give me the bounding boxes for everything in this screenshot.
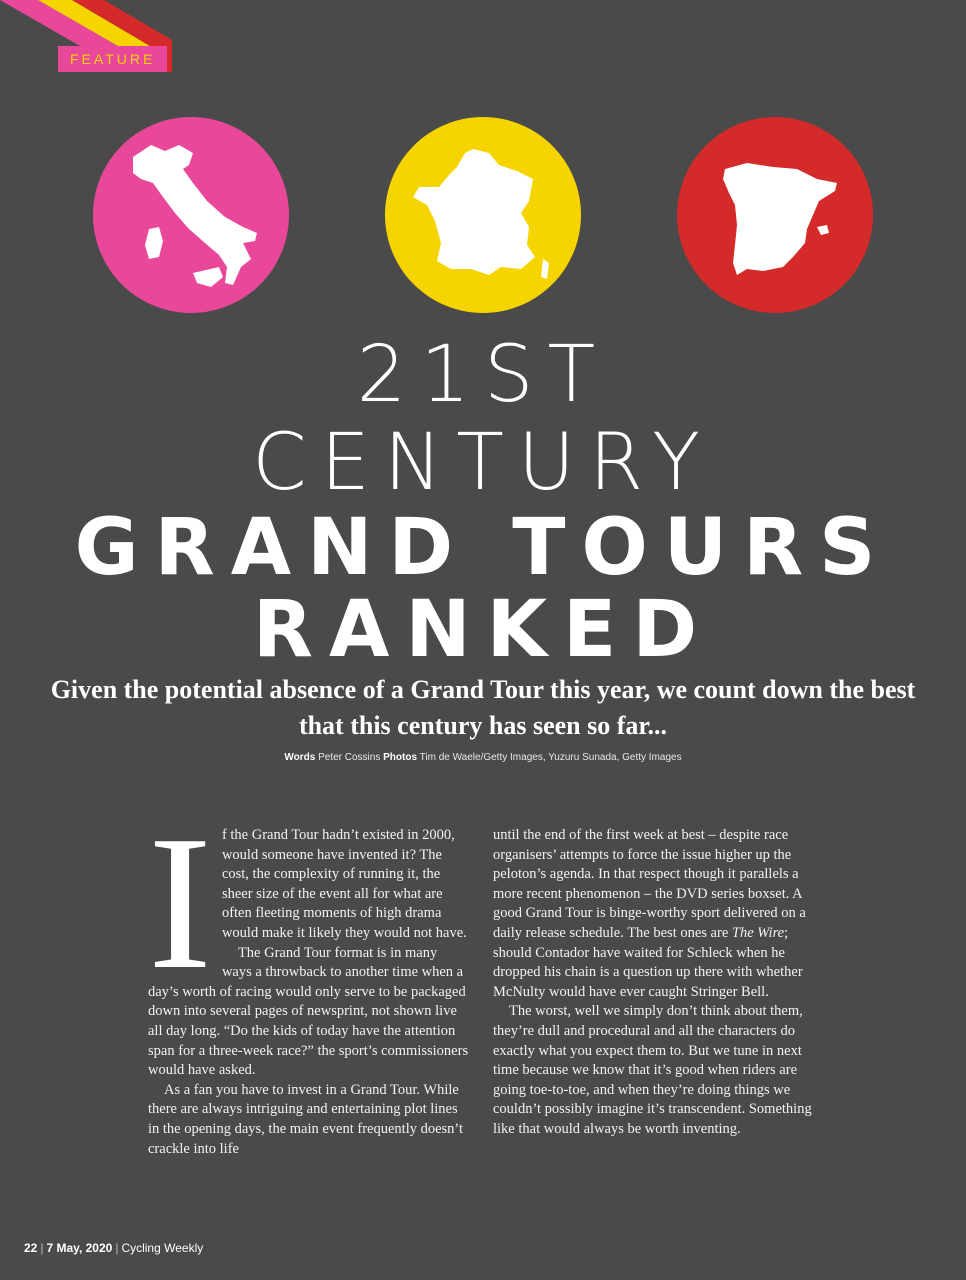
page-number: 22	[24, 1241, 38, 1255]
spain-circle	[677, 117, 873, 313]
words-label: Words	[284, 752, 316, 763]
section-label: FEATURE	[58, 46, 167, 72]
title-line-2: CENTURY	[252, 418, 714, 508]
standfirst: Given the potential absence of a Grand Tour this year, we count down the best that this century has seen so far...	[50, 675, 916, 740]
france-circle	[385, 117, 581, 313]
issue-date: 7 May, 2020	[46, 1241, 113, 1255]
words-value: Peter Cossins	[318, 752, 381, 763]
body-column-right	[493, 826, 817, 1140]
body-text: ; should Contador have waited for Schleck when he dropped his chain is a question up there with whether McNulty would have ever caught Stringer Bell.	[493, 924, 803, 1000]
credits	[0, 752, 966, 763]
spain-map-icon	[677, 117, 873, 313]
photos-label: Photos	[383, 752, 418, 763]
body-paragraph	[493, 826, 817, 1002]
page-footer: 22 | 7 May, 2020 | Cycling Weekly	[24, 1241, 204, 1255]
body-paragraph: The Grand Tour format is in many ways a throwback to another time when a day’s worth of racing would only serve to be packaged down into several pages of newsprint, not shown live all day long. “Do the kids of today have the attention span for a three-week race?” the sport’s commissioners would have asked.	[148, 944, 469, 1079]
italy-map-icon	[93, 117, 289, 313]
italy-circle	[93, 117, 289, 313]
photos-value: Tim de Waele/Getty Images, Yuzuru Sunada, Getty Images	[419, 752, 682, 763]
france-map-icon	[385, 117, 581, 313]
body-paragraph: The worst, well we simply don’t think about them, they’re dull and procedural and all the characters do exactly what you expect them to. But we tune in next time because we know that it’s good when riders are going toe-to-toe, and when they’re doing things we couldn’t possibly imagine it’s transcendent. Something like that would always be worth inventing.	[493, 1003, 812, 1137]
drop-cap: I	[148, 796, 212, 1009]
title-line-3: GRAND TOURS	[74, 503, 892, 593]
title-line-4: RANKED	[252, 585, 714, 675]
body-paragraph: As a fan you have to invest in a Grand Tour. While there are always intriguing and entertaining plot lines in the opening days, the main event frequently doesn’t crackle into life	[148, 1081, 464, 1157]
title-line-1: 21ST	[356, 330, 610, 420]
publication-name: Cycling Weekly	[121, 1241, 204, 1255]
body-italic-title: The Wire	[731, 924, 785, 941]
body-column-left	[148, 796, 470, 1159]
body-paragraph: f the Grand Tour hadn’t existed in 2000, would someone have invented it? The cost, the complexity of running it, the sheer size of the event all for what are often fleeting moments of high drama would make it likely they would not have.	[221, 827, 467, 941]
body-text: until the end of the first week at best – despite race organisers’ attempts to force the issue higher up the peloton’s agenda. In that respect though it parallels a more recent phenomenon – the DVD series boxset. A good Grand Tour is binge-worthy sport delivered on a daily release schedule. The best ones are	[493, 827, 806, 941]
